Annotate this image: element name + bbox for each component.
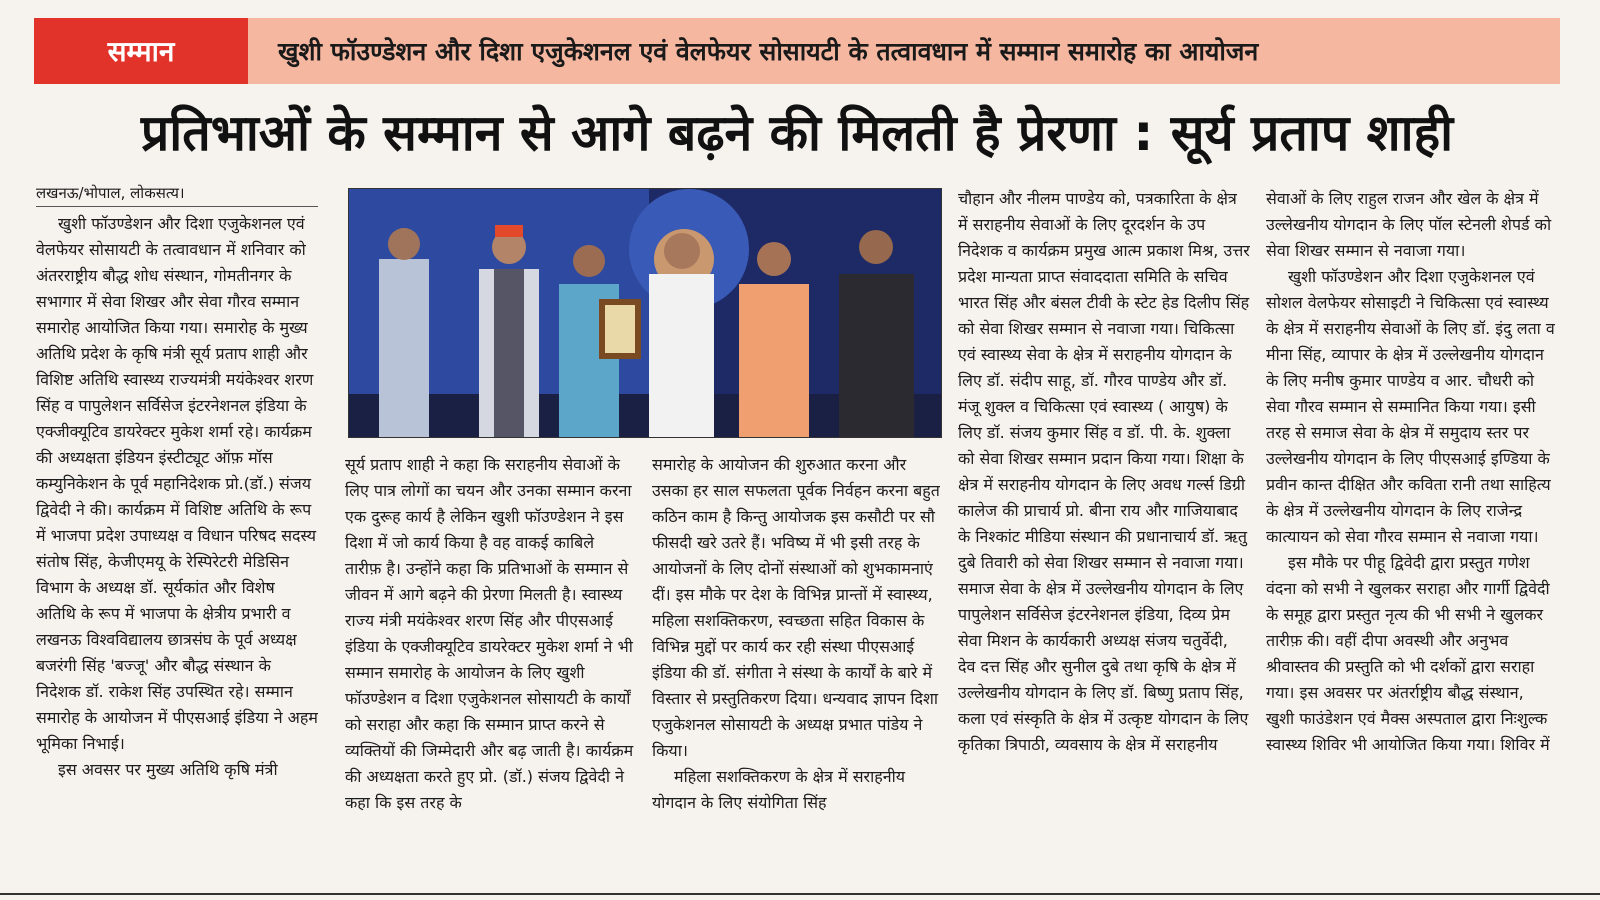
dateline: लखनऊ/भोपाल, लोकसत्य।	[36, 180, 318, 207]
kicker-headline: खुशी फॉउण्डेशन और दिशा एजुकेशनल एवं वेलफेयर सोसायटी के तत्वावधान में सम्मान समारोह का आयोजन	[248, 18, 1560, 84]
bottom-rule	[0, 893, 1600, 895]
paragraph: समारोह के आयोजन की शुरुआत करना और उसका हर साल सफलता पूर्वक निर्वहन करना बहुत कठिन काम है किन्तु आयोजक इस कसौटी पर सौ फीसदी खरे उतरे हैं। भविष्य में भी इसी तरह के आयोजनों के लिए दोनों संस्थाओं को शुभकामनाएं दीं। इस मौके पर देश के विभिन्न प्रान्तों में स्वास्थ्य, महिला सशक्तिकरण, स्वच्छता सहित विकास के विभिन्न मुद्दों पर कार्य कर रही संस्था पीएसआई इंडिया की डॉ. संगीता ने संस्था के कार्यों के बारे में विस्तार से प्रस्तुतिकरण दिया। धन्यवाद ज्ञापन दिशा एजुकेशनल सोसायटी के अध्यक्ष प्रभात पांडेय ने किया।	[652, 455, 940, 760]
paragraph: इस मौके पर पीहू द्विवेदी द्वारा प्रस्तुत गणेश वंदना को सभी ने खुलकर सराहा और गार्गी द्विवेदी के समूह द्वारा प्रस्तुत नृत्य की भी सभी ने खुलकर तारीफ़ की। वहीं दीपा अवस्थी और अनुभव श्रीवास्तव की प्रस्तुति को भी दर्शकों द्वारा सराहा गया। इस अवसर पर अंतर्राष्ट्रीय बौद्ध संस्थान, खुशी फाउंडेशन एवं मैक्स अस्पताल द्वारा निःशुल्क स्वास्थ्य शिविर भी आयोजित किया गया। शिविर में	[1266, 553, 1550, 754]
article-column-2	[345, 452, 635, 882]
paragraph: खुशी फॉउण्डेशन और दिशा एजुकेशनल एवं सोशल वेलफेयर सोसाइटी ने चिकित्सा एवं स्वास्थ्य के क्षेत्र में सराहनीय सेवाओं के लिए डॉ. इंदु लता व मीना सिंह, व्यापार के क्षेत्र में उल्लेखनीय योगदान के लिए मनीष कुमार पाण्डेय व आर. चौधरी को सेवा गौरव सम्मान से सम्मानित किया गया। इसी तरह से समाज सेवा के क्षेत्र में समुदाय स्तर पर उल्लेखनीय योगदान के लिए पीएसआई इण्डिया के प्रवीन कान्त दीक्षित और कविता रानी तथा साहित्य के क्षेत्र में उल्लेखनीय योगदान के लिए राजेन्द्र कात्यायन को सेवा गौरव सम्मान से नवाजा गया।	[1266, 267, 1555, 546]
paragraph: सूर्य प्रताप शाही ने कहा कि सराहनीय सेवाओं के लिए पात्र लोगों का चयन और उनका सम्मान करना एक दुरूह कार्य है लेकिन खुशी फॉउण्डेशन ने इस दिशा में जो कार्य किया है वह वाकई काबिले तारीफ़ है। उन्होंने कहा कि प्रतिभाओं के सम्मान से जीवन में आगे बढ़ने की प्रेरणा मिलती है। स्वास्थ्य राज्य मंत्री मयंकेश्वर शरण सिंह और पीएसआई इंडिया के एक्जीक्यूटिव डायरेक्टर मुकेश शर्मा ने भी सम्मान समारोह के आयोजन के लिए खुशी फॉउण्डेशन व दिशा एजुकेशनल सोसायटी के कार्यों को सराहा और कहा कि सम्मान प्राप्त करने से व्यक्तियों की जिम्मेदारी और बढ़ जाती है। कार्यक्रम की अध्यक्षता करते हुए प्रो. (डॉ.) संजय द्विवेदी ने कहा कि इस तरह के	[345, 455, 634, 812]
section-tag: सम्मान	[34, 18, 248, 84]
article-column-4	[958, 186, 1250, 880]
section-strip	[34, 18, 1560, 84]
page-headline: प्रतिभाओं के सम्मान से आगे बढ़ने की मिलती है प्रेरणा : सूर्य प्रताप शाही	[140, 104, 1454, 162]
paragraph: सेवाओं के लिए राहुल राजन और खेल के क्षेत्र में उल्लेखनीय योगदान के लिए पॉल स्टेनली शेपर्ड को सेवा शिखर सम्मान से नवाजा गया।	[1266, 189, 1552, 260]
event-photo	[348, 188, 942, 438]
article-column-1	[36, 180, 318, 880]
paragraph: खुशी फॉउण्डेशन और दिशा एजुकेशनल एवं वेलफेयर सोसायटी के तत्वावधान में शनिवार को अंतरराष्ट्रीय बौद्ध शोध संस्थान, गोमतीनगर के सभागार में सेवा शिखर और सेवा गौरव सम्मान समारोह आयोजित किया गया। समारोह के मुख्य अतिथि प्रदेश के कृषि मंत्री सूर्य प्रताप शाही और विशिष्ट अतिथि स्वास्थ्य राज्यमंत्री मयंकेश्वर शरण सिंह व पापुलेशन सर्विसेज इंटरनेशनल इंडिया के एक्जीक्यूटिव डायरेक्टर मुकेश शर्मा रहे। कार्यक्रम की अध्यक्षता इंडियन इंस्टीट्यूट ऑफ़ मॉस कम्युनिकेशन के पूर्व महानिदेशक प्रो.(डॉ.) संजय द्विवेदी ने की। कार्यक्रम में विशिष्ट अतिथि के रूप में भाजपा प्रदेश उपाध्यक्ष व विधान परिषद सदस्य संतोष सिंह, केजीएमयू के रेस्पिरेटरी मेडिसिन विभाग के अध्यक्ष डॉ. सूर्यकांत और विशेष अतिथि के रूप में भाजपा के क्षेत्रीय प्रभारी व लखनऊ विश्वविद्यालय छात्रसंघ के पूर्व अध्यक्ष बजरंगी सिंह 'बज्जू' और बौद्ध संस्थान के निदेशक डॉ. राकेश सिंह उपस्थित रहे। सम्मान समारोह के आयोजन में पीएसआई इंडिया ने अहम भूमिका निभाई।	[36, 214, 318, 753]
article-column-3	[652, 452, 940, 882]
paragraph: महिला सशक्तिकरण के क्षेत्र में सराहनीय योगदान के लिए संयोगिता सिंह	[652, 767, 906, 812]
article-column-5	[1266, 186, 1556, 880]
photo-illustration	[349, 189, 941, 437]
paragraph: चौहान और नीलम पाण्डेय को, पत्रकारिता के क्षेत्र में सराहनीय सेवाओं के लिए दूरदर्शन के उप निदेशक व कार्यक्रम प्रमुख आत्म प्रकाश मिश्र, उत्तर प्रदेश मान्यता प्राप्त संवाददाता समिति के सचिव भारत सिंह और बंसल टीवी के स्टेट हेड दिलीप सिंह को सेवा शिखर सम्मान से नवाजा गया। चिकित्सा एवं स्वास्थ्य सेवा के क्षेत्र में सराहनीय योगदान के लिए डॉ. संदीप साहू, डॉ. गौरव पाण्डेय और डॉ. मंजू शुक्ल व चिकित्सा एवं स्वास्थ्य ( आयुष) के लिए डॉ. संजय कुमार सिंह व डॉ. पी. के. शुक्ला को सेवा शिखर सम्मान प्रदान किया गया। शिक्षा के क्षेत्र में सराहनीय योगदान के लिए अवध गर्ल्स डिग्री कालेज की प्राचार्य प्रो. बीना राय और गाजियाबाद के निश्कांट मीडिया संस्थान की प्रधानाचार्य डॉ. ऋतु दुबे तिवारी को सेवा शिखर सम्मान से नवाजा गया। समाज सेवा के क्षेत्र में उल्लेखनीय योगदान के लिए पापुलेशन सर्विसेज इंटरनेशनल इंडिया, दिव्य प्रेम सेवा मिशन के कार्यकारी अध्यक्ष संजय चतुर्वेदी, देव दत्त सिंह और सुनील दुबे तथा कृषि के क्षेत्र में उल्लेखनीय योगदान के लिए डॉ. बिष्णु प्रताप सिंह, कला एवं संस्कृति के क्षेत्र में उत्कृष्ट योगदान के लिए कृतिका त्रिपाठी, व्यवसाय के क्षेत्र में सराहनीय	[958, 189, 1250, 754]
paragraph: इस अवसर पर मुख्य अतिथि कृषि मंत्री	[58, 760, 278, 779]
